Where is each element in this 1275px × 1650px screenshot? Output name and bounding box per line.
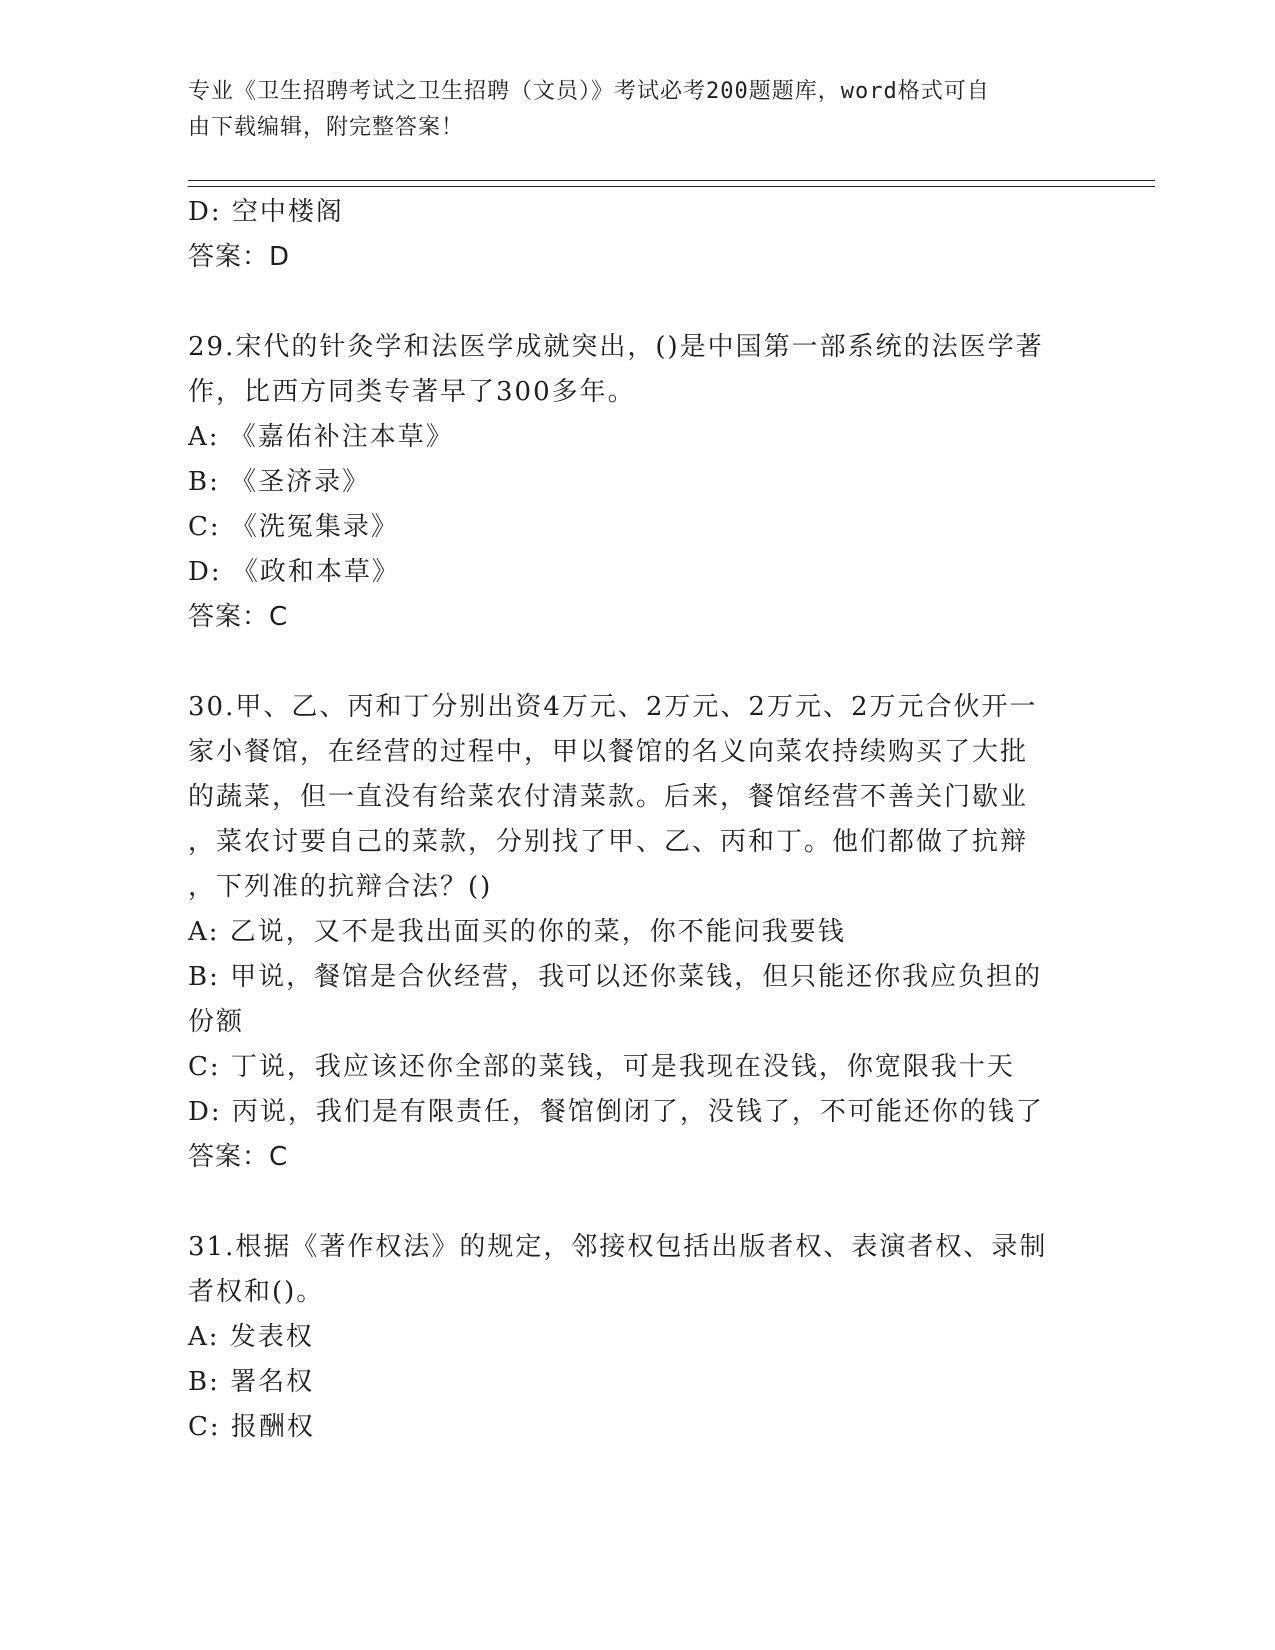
page-header — [188, 74, 1068, 146]
option-b: B: 甲说，餐馆是合伙经营，我可以还你菜钱，但只能还你我应负担的 — [188, 962, 1043, 992]
header-line-2: 由下载编辑，附完整答案！ — [188, 115, 465, 140]
answer-line: 答案：C — [188, 602, 289, 632]
option-c: C: 《洗冤集录》 — [188, 512, 399, 542]
answer-line: 答案：D — [188, 242, 291, 272]
question-30 — [188, 685, 1088, 1180]
question-29 — [188, 325, 1088, 640]
header-divider — [188, 180, 1155, 187]
question-text-line: 29.宋代的针灸学和法医学成就突出，()是中国第一部系统的法医学著 — [188, 332, 1044, 362]
question-text-line: ，菜农讨要自己的菜款，分别找了甲、乙、丙和丁。他们都做了抗辩 — [188, 827, 1029, 857]
option-c: C: 报酬权 — [188, 1412, 315, 1442]
option-a: A: 《嘉佑补注本草》 — [188, 422, 454, 452]
option-d: D: 丙说，我们是有限责任，餐馆倒闭了，没钱了，不可能还你的钱了 — [188, 1097, 1044, 1127]
option-b-continued: 份额 — [188, 1007, 245, 1037]
question-text-line: 家小餐馆，在经营的过程中，甲以餐馆的名义向菜农持续购买了大批 — [188, 737, 1029, 767]
question-31 — [188, 1225, 1088, 1450]
option-d: D: 空中楼阁 — [188, 197, 344, 227]
option-a: A: 乙说，又不是我出面买的你的菜，你不能问我要钱 — [188, 917, 846, 947]
previous-question-tail — [188, 190, 1088, 280]
option-b: B: 署名权 — [188, 1367, 315, 1397]
option-b: B: 《圣济录》 — [188, 467, 371, 497]
header-line-1: 专业《卫生招聘考试之卫生招聘（文员）》考试必考200题题库，word格式可自 — [188, 79, 990, 104]
document-body — [188, 190, 1088, 1450]
question-text-line: ，下列准的抗辩合法？() — [188, 872, 493, 902]
question-text-line: 作，比西方同类专著早了300多年。 — [188, 377, 636, 407]
question-text-line: 者权和()。 — [188, 1277, 325, 1307]
question-text-line: 31.根据《著作权法》的规定，邻接权包括出版者权、表演者权、录制 — [188, 1232, 1048, 1262]
option-a: A: 发表权 — [188, 1322, 314, 1352]
answer-line: 答案：C — [188, 1142, 289, 1172]
option-d: D: 《政和本草》 — [188, 557, 400, 587]
option-c: C: 丁说，我应该还你全部的菜钱，可是我现在没钱，你宽限我十天 — [188, 1052, 1015, 1082]
question-text-line: 30.甲、乙、丙和丁分别出资4万元、2万元、2万元、2万元合伙开一 — [188, 692, 1038, 722]
question-text-line: 的蔬菜，但一直没有给菜农付清菜款。后来，餐馆经营不善关门歇业 — [188, 782, 1029, 812]
